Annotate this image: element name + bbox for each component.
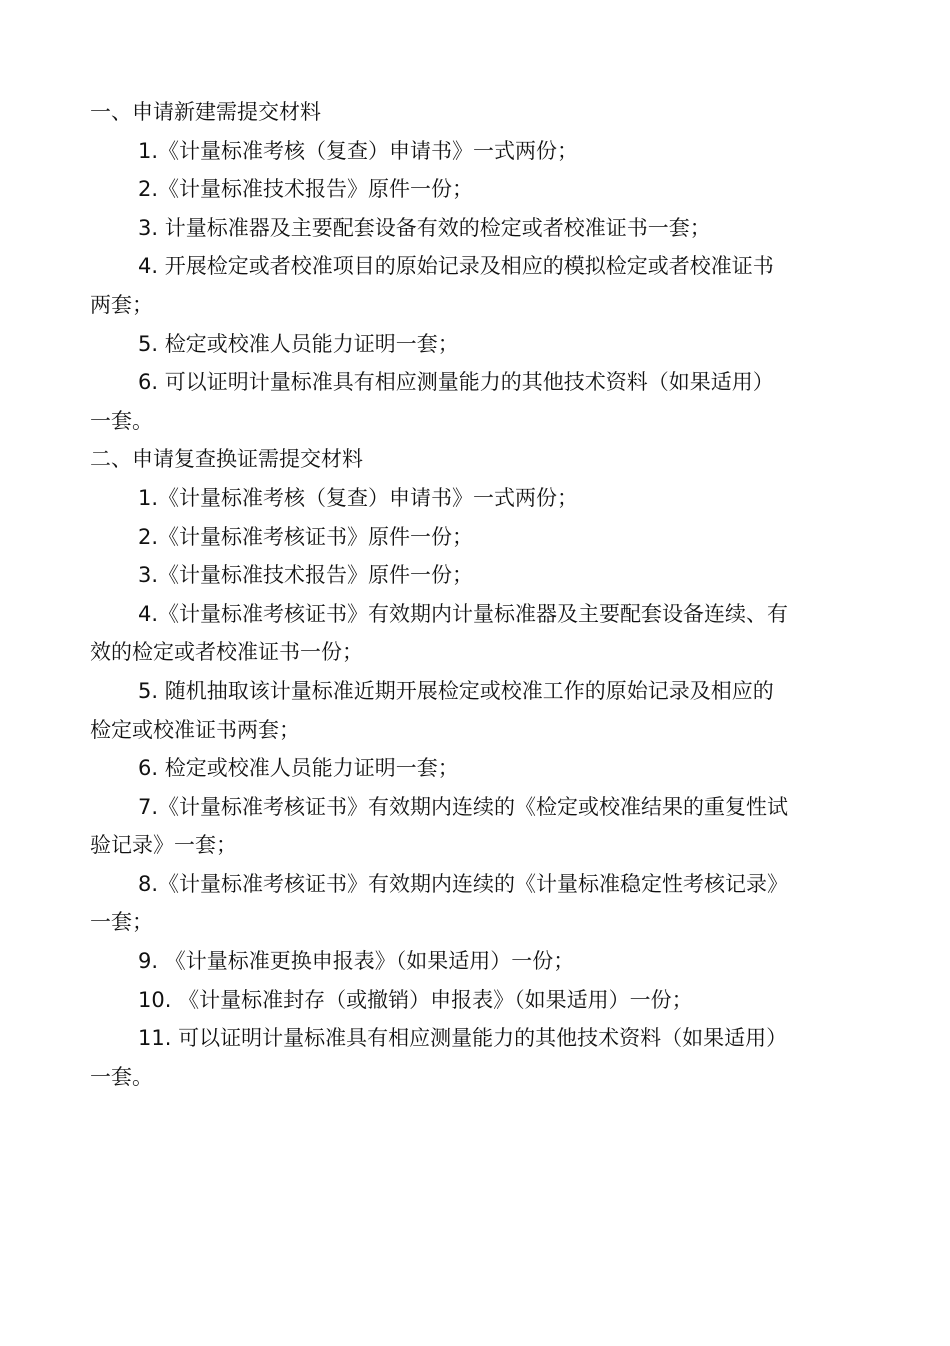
list-item: 7.《计量标准考核证书》有效期内连续的《检定或校准结果的重复性试验记录》一套； (90, 794, 789, 858)
list-item: 11. 可以证明计量标准具有相应测量能力的其他技术资料（如果适用）一套。 (90, 1026, 788, 1089)
list-item: 2.《计量标准考核证书》原件一份； (138, 524, 474, 549)
list-item: 5. 检定或校准人员能力证明一套； (138, 331, 459, 356)
list-item: 4.《计量标准考核证书》有效期内计量标准器及主要配套设备连续、有效的检定或者校准证书一份； (90, 601, 789, 665)
list-item: 1.《计量标准考核（复查）申请书》一式两份； (138, 485, 579, 510)
section-title-renewal: 二、申请复查换证需提交材料 (90, 447, 363, 472)
list-item: 9. 《计量标准更换申报表》（如果适用）一份； (138, 949, 575, 974)
list-item: 3. 计量标准器及主要配套设备有效的检定或者校准证书一套； (138, 215, 711, 240)
list-item: 6. 检定或校准人员能力证明一套； (138, 756, 459, 781)
document-content (90, 93, 790, 1096)
section-title-new: 一、申请新建需提交材料 (90, 100, 321, 124)
list-item: 1.《计量标准考核（复查）申请书》一式两份； (138, 138, 579, 163)
list-item: 5. 随机抽取该计量标准近期开展检定或校准工作的原始记录及相应的检定或校准证书两套； (90, 678, 774, 742)
list-item: 8.《计量标准考核证书》有效期内连续的《计量标准稳定性考核记录》一套； (90, 871, 789, 935)
list-item: 10. 《计量标准封存（或撤销）申报表》（如果适用）一份； (138, 987, 693, 1012)
list-item: 6. 可以证明计量标准具有相应测量能力的其他技术资料（如果适用）一套。 (90, 370, 774, 433)
list-item: 4. 开展检定或者校准项目的原始记录及相应的模拟检定或者校准证书两套； (90, 254, 774, 317)
list-item: 2.《计量标准技术报告》原件一份； (138, 177, 474, 202)
list-item: 3.《计量标准技术报告》原件一份； (138, 563, 474, 588)
